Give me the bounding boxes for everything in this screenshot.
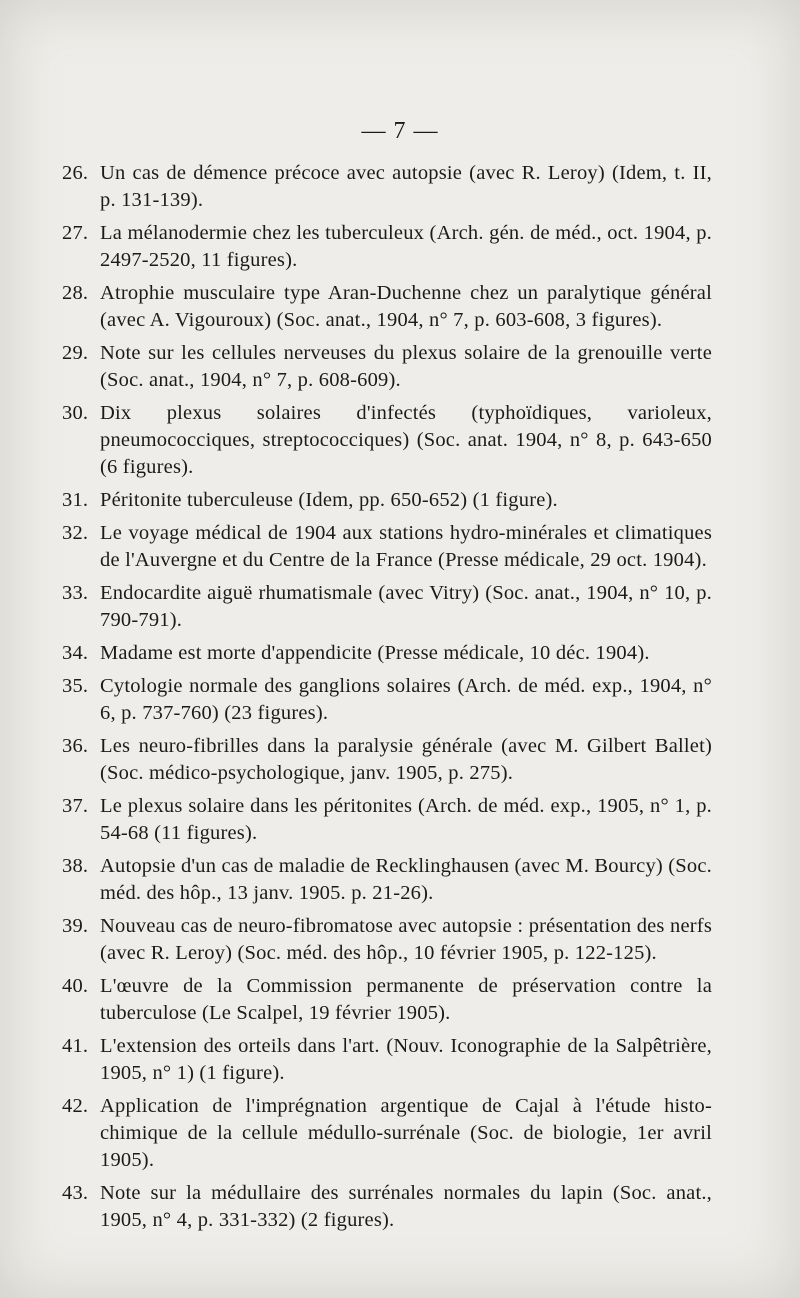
entry-number: 43. [62, 1182, 89, 1204]
bibliography-entry [62, 913, 712, 967]
entry-number: 26. [62, 162, 89, 184]
entry-number: 28. [62, 282, 89, 304]
entry-text: Le voyage médical de 1904 aux stations hydro-minérales et climatiques de l'Auvergne et du Centre de la France (Presse médicale, 29 oct. 1904). [100, 522, 712, 571]
bibliography-entry [62, 220, 712, 274]
entry-text: Nouveau cas de neuro-fibromatose avec autopsie : présentation des nerfs (avec R. Leroy) (Soc. méd. des hôp., 10 février 1905, p. 122-125). [100, 915, 712, 964]
bibliography-entry [62, 673, 712, 727]
entry-number: 32. [62, 522, 89, 544]
entry-number: 33. [62, 582, 89, 604]
entry-number: 40. [62, 975, 89, 997]
bibliography-entry [62, 853, 712, 907]
entry-text: Atrophie musculaire type Aran-Duchenne chez un paralytique général (avec A. Vigouroux) (Soc. anat., 1904, n° 7, p. 603-608, 3 figures). [100, 282, 712, 331]
bibliography-list [62, 160, 712, 1240]
entry-number: 34. [62, 642, 89, 664]
bibliography-entry [62, 973, 712, 1027]
entry-text: Note sur les cellules nerveuses du plexus solaire de la grenouille verte (Soc. anat., 1904, n° 7, p. 608-609). [100, 342, 712, 391]
bibliography-entry [62, 640, 712, 667]
entry-text: Note sur la médullaire des surrénales normales du lapin (Soc. anat., 1905, n° 4, p. 331-332) (2 figures). [100, 1182, 712, 1231]
entry-text: Les neuro-fibrilles dans la paralysie générale (avec M. Gilbert Ballet) (Soc. médico-psychologique, janv. 1905, p. 275). [100, 735, 712, 784]
bibliography-entry [62, 1033, 712, 1087]
bibliography-entry [62, 1093, 712, 1174]
bibliography-entry [62, 160, 712, 214]
entry-text: Autopsie d'un cas de maladie de Recklinghausen (avec M. Bourcy) (Soc. méd. des hôp., 13 janv. 1905. p. 21-26). [100, 855, 712, 904]
entry-text: Dix plexus solaires d'infectés (typhoïdiques, varioleux, pneumococciques, streptococciques) (Soc. anat. 1904, n° 8, p. 643-650 (6 figures). [100, 402, 712, 478]
bibliography-entry [62, 520, 712, 574]
bibliography-entry [62, 733, 712, 787]
entry-number: 42. [62, 1095, 89, 1117]
bibliography-entry [62, 793, 712, 847]
bibliography-entry [62, 400, 712, 481]
entry-number: 41. [62, 1035, 89, 1057]
entry-text: Endocardite aiguë rhumatismale (avec Vitry) (Soc. anat., 1904, n° 10, p. 790-791). [100, 582, 712, 631]
bibliography-entry [62, 487, 712, 514]
entry-number: 27. [62, 222, 89, 244]
entry-text: Cytologie normale des ganglions solaires (Arch. de méd. exp., 1904, n° 6, p. 737-760) (23 figures). [100, 675, 712, 724]
bibliography-entry [62, 340, 712, 394]
bibliography-entry [62, 280, 712, 334]
entry-text: Le plexus solaire dans les péritonites (Arch. de méd. exp., 1905, n° 1, p. 54-68 (11 figures). [100, 795, 712, 844]
entry-number: 29. [62, 342, 89, 364]
entry-number: 35. [62, 675, 89, 697]
entry-text: L'extension des orteils dans l'art. (Nouv. Iconographie de la Salpêtrière, 1905, n° 1) (1 figure). [100, 1035, 712, 1084]
entry-text: Péritonite tuberculeuse (Idem, pp. 650-652) (1 figure). [100, 489, 558, 511]
bibliography-entry [62, 1180, 712, 1234]
bibliography-entry [62, 580, 712, 634]
entry-text: Un cas de démence précoce avec autopsie (avec R. Leroy) (Idem, t. II, p. 131-139). [100, 162, 712, 211]
entry-number: 31. [62, 489, 89, 511]
entry-number: 36. [62, 735, 89, 757]
entry-number: 30. [62, 402, 89, 424]
entry-number: 39. [62, 915, 89, 937]
entry-number: 37. [62, 795, 89, 817]
entry-text: La mélanodermie chez les tuberculeux (Arch. gén. de méd., oct. 1904, p. 2497-2520, 11 figures). [100, 222, 712, 271]
entry-text: Madame est morte d'appendicite (Presse médicale, 10 déc. 1904). [100, 642, 650, 664]
entry-number: 38. [62, 855, 89, 877]
entry-text: Application de l'imprégnation argentique de Cajal à l'étude histo-chimique de la cellule médullo-surrénale (Soc. de biologie, 1er avril 1905). [100, 1095, 712, 1171]
page-number: — 7 — [361, 118, 439, 144]
entry-text: L'œuvre de la Commission permanente de préservation contre la tuberculose (Le Scalpel, 19 février 1905). [100, 975, 712, 1024]
